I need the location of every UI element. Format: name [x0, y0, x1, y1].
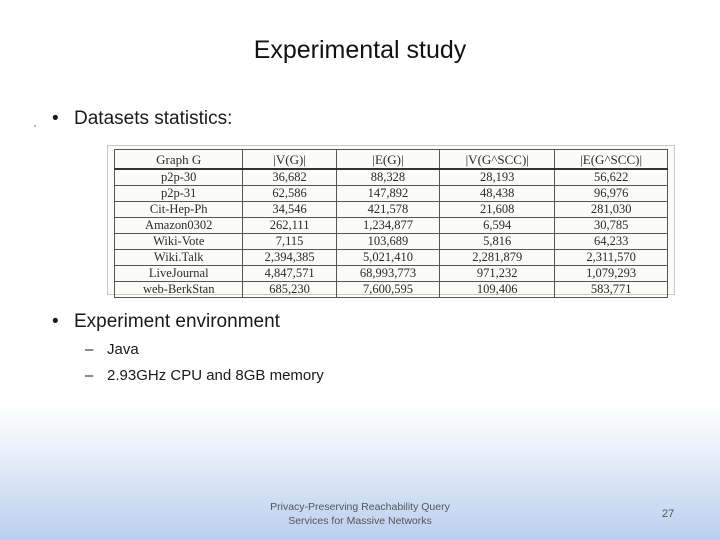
table-row — [115, 218, 668, 234]
sub-bullet-java — [85, 341, 139, 358]
table-cell: 4,847,571 — [243, 266, 336, 282]
table-cell: Wiki.Talk — [115, 250, 243, 266]
dash-icon: – — [85, 367, 94, 384]
table-row — [115, 266, 668, 282]
table-cell: 5,021,410 — [336, 250, 439, 266]
table-cell: p2p-31 — [115, 186, 243, 202]
bullet-environment — [52, 311, 280, 333]
table-cell: 68,993,773 — [336, 266, 439, 282]
table-cell: 103,689 — [336, 234, 439, 250]
slide-title: Experimental study — [253, 36, 467, 64]
page-number: 27 — [662, 508, 675, 520]
table-cell: 30,785 — [555, 218, 668, 234]
table-cell: 48,438 — [440, 186, 555, 202]
footer-title — [250, 500, 470, 528]
table-cell: Wiki-Vote — [115, 234, 243, 250]
dataset-statistics-table-image — [107, 145, 675, 295]
header-vertices: |V(G)| — [243, 150, 336, 170]
footer-line-1: Privacy-Preserving Reachability Query — [270, 501, 450, 513]
table-cell: 2,281,879 — [440, 250, 555, 266]
header-graph: Graph G — [115, 150, 243, 170]
table-cell: 28,193 — [440, 169, 555, 186]
table-cell: Amazon0302 — [115, 218, 243, 234]
table-cell: 2,394,385 — [243, 250, 336, 266]
table-cell: 34,546 — [243, 202, 336, 218]
table-cell: web-BerkStan — [115, 282, 243, 298]
header-scc-edges: |E(G^SCC)| — [555, 150, 668, 170]
table-cell: 147,892 — [336, 186, 439, 202]
stray-mark: · — [33, 118, 37, 132]
table-row — [115, 250, 668, 266]
bullet-icon: • — [52, 311, 59, 332]
table-cell: 96,976 — [555, 186, 668, 202]
footer-line-2: Services for Massive Networks — [288, 515, 432, 527]
table-row — [115, 282, 668, 298]
table-cell: LiveJournal — [115, 266, 243, 282]
table-cell: 5,816 — [440, 234, 555, 250]
sub-bullet-hardware — [85, 367, 324, 384]
header-edges: |E(G)| — [336, 150, 439, 170]
table-row — [115, 169, 668, 186]
table-cell: 7,600,595 — [336, 282, 439, 298]
table-cell: 281,030 — [555, 202, 668, 218]
table-cell: 685,230 — [243, 282, 336, 298]
table-cell: 2,311,570 — [555, 250, 668, 266]
table-cell: 62,586 — [243, 186, 336, 202]
bullet-environment-text: Experiment environment — [74, 311, 280, 332]
sub-bullet-text: Java — [107, 341, 139, 358]
table-cell: 262,111 — [243, 218, 336, 234]
table-row — [115, 202, 668, 218]
table-row — [115, 186, 668, 202]
table-cell: 583,771 — [555, 282, 668, 298]
table-cell: 7,115 — [243, 234, 336, 250]
table-cell: 971,232 — [440, 266, 555, 282]
bullet-datasets-text: Datasets statistics: — [74, 108, 233, 129]
table-cell: 1,234,877 — [336, 218, 439, 234]
table-cell: p2p-30 — [115, 169, 243, 186]
dataset-statistics-table — [114, 149, 668, 298]
header-scc-vertices: |V(G^SCC)| — [440, 150, 555, 170]
table-cell: 21,608 — [440, 202, 555, 218]
table-row — [115, 234, 668, 250]
bullet-icon: • — [52, 108, 59, 129]
bullet-datasets — [52, 108, 232, 130]
dash-icon: – — [85, 341, 94, 358]
table-header-row — [115, 150, 668, 170]
table-cell: 109,406 — [440, 282, 555, 298]
table-cell: 1,079,293 — [555, 266, 668, 282]
table-cell: 36,682 — [243, 169, 336, 186]
table-cell: 56,622 — [555, 169, 668, 186]
table-cell: 64,233 — [555, 234, 668, 250]
table-cell: Cit-Hep-Ph — [115, 202, 243, 218]
table-cell: 421,578 — [336, 202, 439, 218]
sub-bullet-text: 2.93GHz CPU and 8GB memory — [107, 367, 324, 384]
table-cell: 6,594 — [440, 218, 555, 234]
table-cell: 88,328 — [336, 169, 439, 186]
